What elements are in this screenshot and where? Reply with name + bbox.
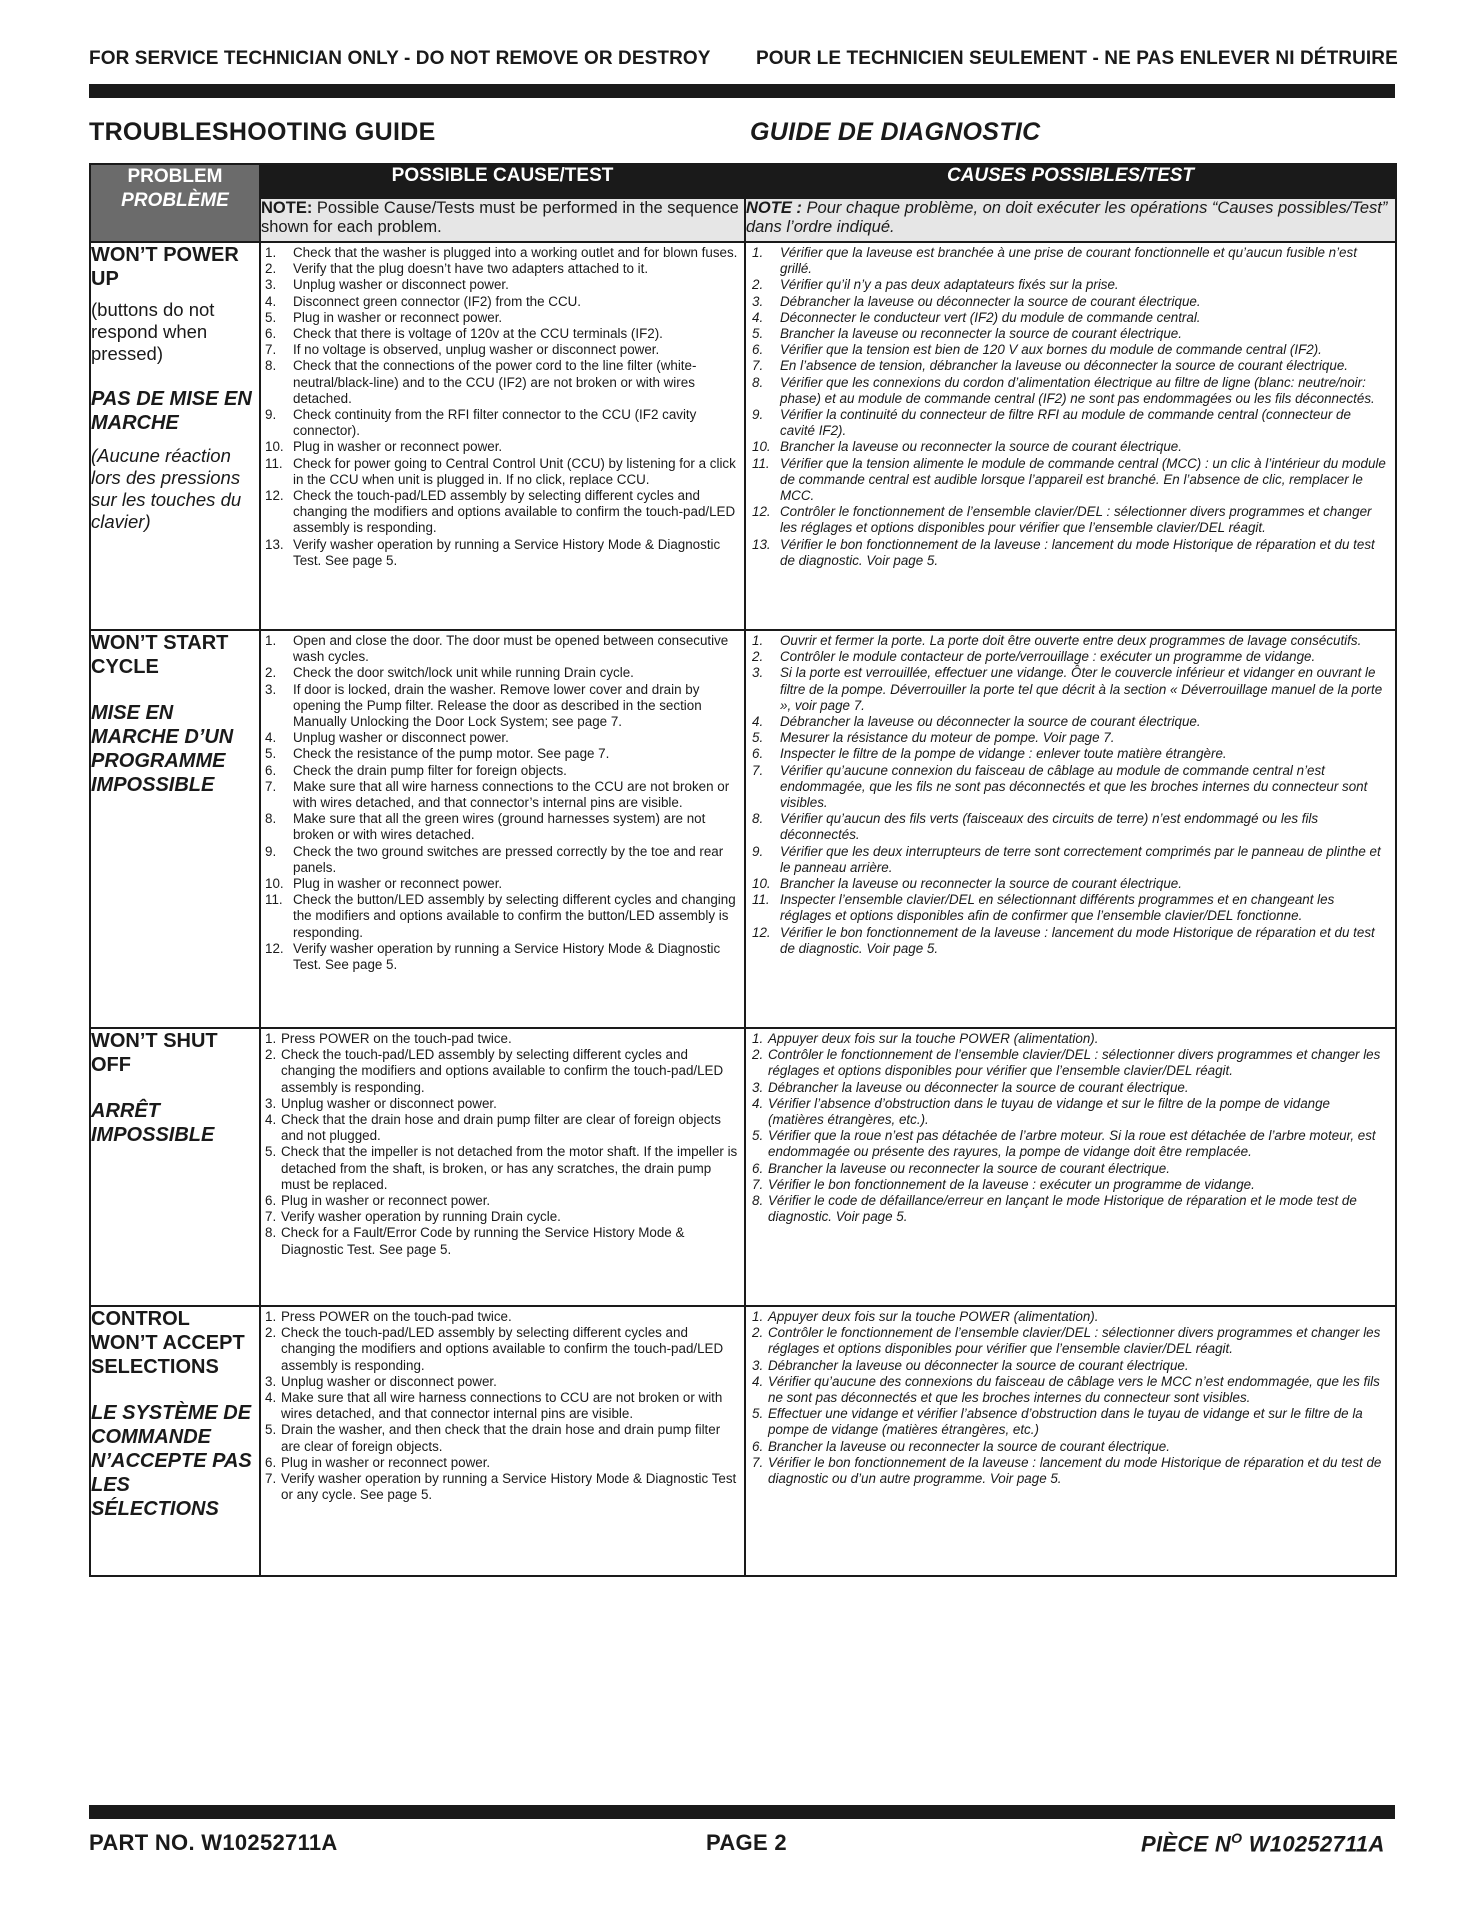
step-text: Plug in washer or reconnect power. [293, 876, 503, 892]
footer-rule [89, 1805, 1395, 1819]
list-item [265, 1225, 738, 1257]
footer-page: PAGE 2 [706, 1830, 787, 1855]
step-number: 7. [265, 1471, 277, 1487]
list-item [752, 1439, 1389, 1455]
list-item [265, 941, 738, 973]
list-item [752, 277, 1389, 293]
step-text: Si la porte est verrouillée, effectuer une vidange. Ôter le couvercle inférieur et vidanger en ouvrant le filtre de la pompe. Déverrouiller la porte tel que décrit à la section « Déverrouillage manuel de la porte », voir page 7. [780, 665, 1383, 713]
cause-steps-en [261, 243, 744, 573]
cause-steps-en-cell [260, 1028, 745, 1306]
note-en-label: NOTE: [261, 199, 313, 217]
step-text: Check the two ground switches are pressed correctly by the toe and rear panels. [293, 843, 724, 875]
step-number: 2. [752, 649, 764, 665]
problem-cell [90, 242, 260, 630]
list-item [752, 1128, 1389, 1160]
step-text: Check that the washer is plugged into a working outlet and for blown fuses. [293, 245, 738, 260]
cause-steps-en-cell [260, 242, 745, 630]
step-number: 9. [752, 843, 764, 859]
list-item [265, 439, 738, 455]
list-item [265, 488, 738, 537]
list-item [752, 1161, 1389, 1177]
list-item [752, 1309, 1389, 1325]
list-item [265, 1209, 738, 1225]
cause-steps-en [261, 1307, 744, 1507]
step-number: 4. [752, 714, 764, 730]
step-number: 5. [752, 326, 764, 342]
list-item [752, 326, 1389, 342]
step-text: Contrôler le fonctionnement de l’ensemble clavier/DEL : sélectionner divers programmes et changer les réglages et options disponibles pour vérifier que l’ensemble clavier/DEL réagit. [768, 1325, 1381, 1357]
step-text: Contrôler le fonctionnement de l’ensemble clavier/DEL : sélectionner divers programmes et changer les réglages et options disponibles pour vérifier que l’ensemble clavier/DEL réagit. [780, 504, 1372, 536]
step-number: 6. [265, 762, 277, 778]
cause-steps-en [261, 631, 744, 977]
list-item [752, 1177, 1389, 1193]
problem-name-en: WON’T POWER UP [91, 244, 239, 290]
step-number: 4. [265, 730, 277, 746]
list-item [752, 1047, 1389, 1079]
step-number: 7. [752, 1176, 764, 1192]
list-item [265, 763, 738, 779]
title-en: TROUBLESHOOTING GUIDE [89, 118, 436, 146]
service-header-fr: POUR LE TECHNICIEN SEULEMENT - NE PAS ENLEVER NI DÉTRUIRE [756, 48, 1398, 69]
step-text: Check the door switch/lock unit while running Drain cycle. [293, 665, 634, 681]
step-number: 7. [265, 778, 277, 794]
list-item [752, 633, 1389, 649]
list-item [752, 925, 1389, 957]
footer-piece-prefix: PIÈCE N [1141, 1831, 1232, 1857]
step-number: 1. [752, 633, 764, 648]
step-text: Vérifier le bon fonctionnement de la laveuse : lancement du mode Historique de réparation et du test de diagnostic. Voir page 5. [780, 924, 1375, 956]
list-item [265, 779, 738, 811]
step-text: Contrôler le module contacteur de porte/verrouillage : exécuter un programme de vidange. [780, 649, 1316, 665]
step-text: Check continuity from the RFI filter connector to the CCU (IF2 cavity connector). [293, 407, 697, 439]
problem-row [90, 630, 1396, 1028]
step-text: Check the resistance of the pump motor. See page 7. [293, 746, 610, 762]
list-item [265, 1309, 738, 1325]
problem-cell [90, 1028, 260, 1306]
step-text: Check for power going to Central Control Unit (CCU) by listening for a click in the CCU when unit is plugged in. If no click, replace CCU. [293, 455, 736, 487]
service-header-en: FOR SERVICE TECHNICIAN ONLY - DO NOT REMOVE OR DESTROY [89, 48, 711, 69]
step-number: 4. [265, 1112, 277, 1128]
list-item [265, 537, 738, 569]
step-text: Brancher la laveuse ou reconnecter la source de courant électrique. [780, 326, 1182, 342]
step-number: 8. [752, 811, 764, 827]
step-number: 9. [752, 407, 764, 423]
step-number: 5. [265, 309, 277, 325]
list-item [752, 504, 1389, 536]
step-text: Vérifier le bon fonctionnement de la laveuse : exécuter un programme de vidange. [768, 1176, 1255, 1192]
list-item [265, 261, 738, 277]
step-text: Appuyer deux fois sur la touche POWER (alimentation). [768, 1309, 1099, 1324]
problem-name-en: WON’T SHUT OFF [91, 1030, 218, 1076]
step-text: Drain the washer, and then check that the drain hose and drain pump filter are clear of foreign objects. [281, 1422, 721, 1454]
step-number: 5. [265, 746, 277, 762]
step-number: 6. [752, 342, 764, 358]
step-text: Vérifier la continuité du connecteur de filtre RFI au module de commande central (connecteur de cavité IF2). [780, 407, 1351, 439]
note-fr [745, 198, 1396, 242]
step-number: 2. [265, 665, 277, 681]
problem-header-fr: PROBLÈME [121, 190, 229, 211]
step-text: Check the touch-pad/LED assembly by selecting different cycles and changing the modifiers and options available to confirm the touch-pad/LED assembly is responding. [281, 1047, 724, 1095]
step-number: 9. [265, 843, 277, 859]
step-text: Déconnecter le conducteur vert (IF2) du module de commande central. [780, 309, 1201, 325]
step-number: 3. [752, 293, 764, 309]
step-number: 10. [265, 439, 284, 455]
step-number: 2. [752, 1325, 764, 1341]
step-number: 11. [752, 455, 770, 471]
step-number: 8. [265, 358, 277, 374]
list-item [752, 1325, 1389, 1357]
list-item [265, 1047, 738, 1096]
list-item [265, 844, 738, 876]
step-number: 1. [265, 1031, 277, 1046]
cause-steps-fr [746, 243, 1395, 573]
step-number: 11. [265, 892, 283, 908]
step-text: Débrancher la laveuse ou déconnecter la source de courant électrique. [780, 714, 1201, 730]
step-text: Inspecter le filtre de la pompe de vidange : enlever toute matière étrangère. [780, 746, 1227, 762]
cause-steps-fr-cell [745, 1306, 1396, 1576]
list-item [265, 1096, 738, 1112]
step-number: 11. [752, 892, 770, 908]
list-item [752, 407, 1389, 439]
step-number: 4. [265, 1390, 277, 1406]
list-item [265, 665, 738, 681]
list-item [265, 277, 738, 293]
step-number: 5. [752, 730, 764, 746]
list-item [265, 1471, 738, 1503]
step-text: Vérifier qu’il n’y a pas deux adaptateurs fixés sur la prise. [780, 277, 1119, 293]
list-item [265, 876, 738, 892]
step-text: Plug in washer or reconnect power. [293, 309, 503, 325]
step-number: 1. [265, 245, 277, 260]
cause-steps-en-cell [260, 1306, 745, 1576]
step-text: Brancher la laveuse ou reconnecter la source de courant électrique. [780, 876, 1182, 892]
step-number: 6. [752, 746, 764, 762]
problem-header-en: PROBLEM [127, 166, 223, 187]
step-number: 10. [752, 876, 771, 892]
title-fr: GUIDE DE DIAGNOSTIC [750, 118, 1041, 146]
list-item [752, 1031, 1389, 1047]
cause-header-fr: CAUSES POSSIBLES/TEST [745, 164, 1396, 198]
step-number: 2. [752, 1047, 764, 1063]
list-item [752, 763, 1389, 812]
step-text: Make sure that all the green wires (ground harnesses system) are not broken or with wires detached. [293, 811, 706, 843]
step-text: Vérifier le bon fonctionnement de la laveuse : lancement du mode Historique de réparation et du test de diagnostic. Voir page 5. [780, 536, 1375, 568]
list-item [265, 746, 738, 762]
step-text: Vérifier l’absence d’obstruction dans le tuyau de vidange et sur le filtre de la pompe de vidange (matières étrangères, etc.). [768, 1095, 1331, 1128]
step-number: 7. [265, 342, 277, 358]
step-text: Vérifier que la laveuse est branchée à une prise de courant fonctionnelle et qu’aucun fusible n’est grillé. [780, 245, 1357, 277]
step-number: 1. [752, 245, 764, 260]
list-item [265, 1031, 738, 1047]
list-item [265, 730, 738, 746]
troubleshooting-table [89, 163, 1397, 1577]
step-text: If no voltage is observed, unplug washer or disconnect power. [293, 342, 660, 358]
list-item [265, 811, 738, 843]
step-number: 12. [752, 924, 771, 940]
cause-steps-fr-cell [745, 1028, 1396, 1306]
step-text: Press POWER on the touch-pad twice. [281, 1031, 512, 1046]
cause-steps-fr [746, 1307, 1395, 1491]
step-number: 3. [752, 1357, 764, 1373]
step-number: 1. [265, 633, 277, 648]
step-number: 6. [752, 1160, 764, 1176]
step-number: 3. [265, 681, 277, 697]
list-item [752, 714, 1389, 730]
step-text: Check that there is voltage of 120v at the CCU terminals (IF2). [293, 326, 663, 342]
step-number: 13. [265, 536, 284, 552]
step-number: 8. [752, 1193, 764, 1209]
step-text: Débrancher la laveuse ou déconnecter la source de courant électrique. [780, 293, 1201, 309]
step-number: 2. [752, 277, 764, 293]
list-item [752, 439, 1389, 455]
step-number: 8. [752, 374, 764, 390]
step-text: Check that the impeller is not detached from the motor shaft. If the impeller is detached from the shaft, is broken, or has any scratches, the drain pump must be replaced. [281, 1144, 738, 1192]
cause-steps-fr [746, 631, 1395, 961]
step-text: Unplug washer or disconnect power. [281, 1095, 497, 1111]
list-item [752, 342, 1389, 358]
step-text: Vérifier le code de défaillance/erreur en lançant le mode Historique de réparation et le mode test de diagnostic. Voir page 5. [768, 1193, 1357, 1225]
problem-column-header [90, 164, 260, 242]
note-fr-label: NOTE : [746, 199, 802, 217]
list-item [265, 1455, 738, 1471]
step-number: 6. [752, 1438, 764, 1454]
step-text: Unplug washer or disconnect power. [293, 730, 509, 746]
list-item [265, 633, 738, 665]
list-item [265, 326, 738, 342]
step-text: Make sure that all wire harness connections to CCU are not broken or with wires detached, and that connector internal pins are visible. [281, 1390, 723, 1422]
step-number: 6. [265, 1454, 277, 1470]
list-item [752, 1358, 1389, 1374]
step-text: Inspecter l’ensemble clavier/DEL en sélectionnant différents programmes et en changeant les réglages et options disponibles afin de confirmer que l’ensemble clavier/DEL fonctionne. [780, 892, 1335, 924]
problem-row [90, 1028, 1396, 1306]
list-item [752, 1080, 1389, 1096]
list-item [752, 649, 1389, 665]
list-item [752, 310, 1389, 326]
list-item [752, 1193, 1389, 1225]
step-number: 3. [265, 277, 277, 293]
list-item [265, 682, 738, 731]
step-text: Vérifier que les connexions du cordon d’alimentation électrique au filtre de ligne (blanc: neutre/noir: phase) et au module de commande central (IF2) ne sont pas endommagées ou les fils déconnectés. [780, 374, 1375, 406]
step-number: 2. [265, 1325, 277, 1341]
step-number: 10. [265, 876, 284, 892]
footer-piece-no [1141, 1830, 1385, 1857]
list-item [265, 358, 738, 407]
list-item [265, 1422, 738, 1454]
list-item [752, 876, 1389, 892]
list-item [265, 310, 738, 326]
step-text: Verify washer operation by running a Service History Mode & Diagnostic Test or any cycle. See page 5. [281, 1471, 737, 1503]
list-item [265, 1390, 738, 1422]
step-text: Débrancher la laveuse ou déconnecter la source de courant électrique. [768, 1357, 1189, 1373]
step-text: Open and close the door. The door must be opened between consecutive wash cycles. [293, 633, 729, 665]
step-number: 2. [265, 1047, 277, 1063]
step-number: 8. [265, 811, 277, 827]
list-item [752, 665, 1389, 714]
list-item [265, 1112, 738, 1144]
step-number: 1. [265, 1309, 277, 1324]
problem-row [90, 242, 1396, 630]
cause-steps-en [261, 1029, 744, 1262]
list-item [265, 1325, 738, 1374]
step-number: 12. [265, 940, 284, 956]
step-number: 6. [265, 1193, 277, 1209]
note-en [260, 198, 745, 242]
step-text: Verify washer operation by running a Service History Mode & Diagnostic Test. See page 5. [293, 940, 721, 973]
step-number: 7. [752, 358, 764, 374]
cause-steps-fr [746, 1029, 1395, 1229]
step-text: Check that the drain hose and drain pump filter are clear of foreign objects and not plugged. [281, 1112, 721, 1144]
step-text: Brancher la laveuse ou reconnecter la source de courant électrique. [768, 1438, 1170, 1454]
list-item [265, 342, 738, 358]
list-item [752, 294, 1389, 310]
step-text: Unplug washer or disconnect power. [281, 1373, 497, 1389]
problem-name-fr: PAS DE MISE EN MARCHE [91, 388, 252, 434]
list-item [752, 811, 1389, 843]
step-number: 4. [752, 309, 764, 325]
list-item [752, 1096, 1389, 1128]
cause-header-en: POSSIBLE CAUSE/TEST [260, 164, 745, 198]
step-number: 11. [265, 455, 283, 471]
step-text: Plug in washer or reconnect power. [293, 439, 503, 455]
step-number: 7. [265, 1209, 277, 1225]
step-text: Check for a Fault/Error Code by running the Service History Mode & Diagnostic Test. See page 5. [281, 1225, 685, 1257]
step-number: 6. [265, 326, 277, 342]
cause-steps-fr-cell [745, 242, 1396, 630]
step-number: 9. [265, 407, 277, 423]
list-item [265, 245, 738, 261]
step-text: Verify washer operation by running a Service History Mode & Diagnostic Test. See page 5. [293, 536, 721, 568]
step-text: Vérifier que la tension est bien de 120 V aux bornes du module de commande central (IF2). [780, 342, 1322, 358]
header-rule [89, 84, 1395, 98]
list-item [752, 1374, 1389, 1406]
list-item [265, 294, 738, 310]
step-number: 3. [265, 1095, 277, 1111]
note-fr-text: Pour chaque problème, on doit exécuter les opérations “Causes possibles/Test” dans l’ordre indiqué. [746, 199, 1388, 236]
step-text: Vérifier le bon fonctionnement de la laveuse : lancement du mode Historique de réparation et du test de diagnostic ou d’un autre programme. Voir page 5. [768, 1454, 1382, 1487]
note-en-text: Possible Cause/Tests must be performed in the sequence shown for each problem. [261, 199, 739, 236]
list-item [265, 1374, 738, 1390]
step-number: 12. [752, 504, 771, 520]
step-text: If door is locked, drain the washer. Remove lower cover and drain by opening the Pump filter. Release the door as described in the section Manually Unlocking the Door Lock System; see page 7. [293, 681, 702, 730]
step-number: 3. [265, 1373, 277, 1389]
problem-cell [90, 1306, 260, 1576]
step-text: Make sure that all wire harness connections to the CCU are not broken or with wires detached, and that connector’s internal pins are visible. [293, 778, 730, 811]
step-number: 5. [265, 1422, 277, 1438]
step-text: Plug in washer or reconnect power. [281, 1454, 491, 1470]
step-number: 7. [752, 762, 764, 778]
list-item [752, 844, 1389, 876]
problem-name-fr: ARRÊT IMPOSSIBLE [91, 1100, 215, 1146]
step-number: 2. [265, 261, 277, 277]
list-item [752, 375, 1389, 407]
list-item [265, 1193, 738, 1209]
step-text: Vérifier que les deux interrupteurs de terre sont correctement comprimés par le panneau de plinthe et le panneau arrière. [780, 843, 1381, 875]
list-item [752, 730, 1389, 746]
step-text: Check that the connections of the power cord to the line filter (white-neutral/black-line) and to the CCU (IF2) are not broken or with wires detached. [293, 358, 697, 406]
cause-steps-fr-cell [745, 630, 1396, 1028]
step-number: 7. [752, 1454, 764, 1470]
step-text: Vérifier qu’aucun des fils verts (faisceaux des circuits de terre) n’est endommagé ou les fils déconnectés. [780, 811, 1319, 843]
step-text: Unplug washer or disconnect power. [293, 277, 509, 293]
list-item [265, 456, 738, 488]
step-text: Check the drain pump filter for foreign objects. [293, 762, 567, 778]
list-item [752, 892, 1389, 924]
step-number: 10. [752, 439, 771, 455]
list-item [752, 245, 1389, 277]
list-item [265, 1144, 738, 1193]
footer-piece-sup: O [1231, 1830, 1243, 1846]
step-text: Brancher la laveuse ou reconnecter la source de courant électrique. [780, 439, 1182, 455]
problem-name-fr: LE SYSTÈME DE COMMANDE N’ACCEPTE PAS LES SÉLECTIONS [91, 1402, 252, 1520]
step-text: Check the touch-pad/LED assembly by selecting different cycles and changing the modifiers and options available to confirm the touch-pad/LED assembly is responding. [293, 488, 736, 536]
problem-row [90, 1306, 1396, 1576]
step-number: 4. [752, 1373, 764, 1389]
step-text: Contrôler le fonctionnement de l’ensemble clavier/DEL : sélectionner divers programmes et changer les réglages et options disponibles pour vérifier que l’ensemble clavier/DEL réagit. [768, 1047, 1381, 1079]
step-text: Appuyer deux fois sur la touche POWER (alimentation). [768, 1031, 1099, 1046]
step-text: Check the button/LED assembly by selecting different cycles and changing the modifiers and options available to confirm the button/LED assembly is responding. [293, 892, 736, 940]
list-item [752, 1406, 1389, 1438]
step-text: Press POWER on the touch-pad twice. [281, 1309, 512, 1324]
step-text: Mesurer la résistance du moteur de pompe. Voir page 7. [780, 730, 1115, 746]
step-text: Brancher la laveuse ou reconnecter la source de courant électrique. [768, 1160, 1170, 1176]
step-number: 3. [752, 665, 764, 681]
step-text: Check the touch-pad/LED assembly by selecting different cycles and changing the modifiers and options available to confirm the touch-pad/LED assembly is responding. [281, 1325, 724, 1373]
list-item [752, 358, 1389, 374]
step-text: Débrancher la laveuse ou déconnecter la source de courant électrique. [768, 1079, 1189, 1095]
step-text: Plug in washer or reconnect power. [281, 1193, 491, 1209]
list-item [752, 537, 1389, 569]
step-text: Verify washer operation by running Drain cycle. [281, 1209, 561, 1225]
problem-detail-fr: (Aucune réaction lors des pressions sur les touches du clavier) [91, 445, 242, 532]
step-text: Verify that the plug doesn’t have two adapters attached to it. [293, 261, 649, 277]
problem-cell [90, 630, 260, 1028]
step-number: 8. [265, 1225, 277, 1241]
footer-piece-num: W10252711A [1242, 1831, 1385, 1857]
step-text: Vérifier qu’aucune des connexions du faisceau de câblage vers le MCC n’est endommagée, que les fils ne sont pas déconnectés et que les broches internes du connecteur sont visibles. [768, 1373, 1380, 1406]
cause-steps-en-cell [260, 630, 745, 1028]
step-number: 4. [265, 293, 277, 309]
step-number: 13. [752, 536, 771, 552]
step-text: Vérifier qu’aucune connexion du faisceau de câblage au module de commande central n’est endommagée, que les fils ne sont pas déconnectés et que les broches internes du connecteur sont visibles. [780, 762, 1368, 811]
problem-detail-en: (buttons do not respond when pressed) [91, 299, 215, 364]
step-text: Disconnect green connector (IF2) from the CCU. [293, 293, 582, 309]
list-item [265, 892, 738, 941]
step-number: 1. [752, 1031, 764, 1046]
step-number: 5. [752, 1128, 764, 1144]
list-item [752, 456, 1389, 505]
list-item [752, 746, 1389, 762]
step-number: 5. [752, 1406, 764, 1422]
step-text: En l’absence de tension, débrancher la laveuse ou déconnecter la source de courant électrique. [780, 358, 1348, 374]
problem-name-en: WON’T START CYCLE [91, 632, 229, 678]
step-text: Vérifier que la tension alimente le module de commande central (MCC) : un clic à l’intérieur du module de commande central est audible lorsque l’appareil est branché. En l’absence de clic, remplacer le MCC. [780, 455, 1386, 504]
step-number: 4. [752, 1095, 764, 1111]
list-item [752, 1455, 1389, 1487]
step-number: 5. [265, 1144, 277, 1160]
step-number: 3. [752, 1079, 764, 1095]
step-text: Ouvrir et fermer la porte. La porte doit être ouverte entre deux programmes de lavage consécutifs. [780, 633, 1362, 648]
step-text: Effectuer une vidange et vérifier l’absence d’obstruction dans le tuyau de vidange et sur le filtre de la pompe de vidange (matières étrangères, etc.) [768, 1406, 1363, 1438]
list-item [265, 407, 738, 439]
step-number: 1. [752, 1309, 764, 1324]
step-number: 12. [265, 488, 284, 504]
problem-name-fr: MISE EN MARCHE D’UN PROGRAMME IMPOSSIBLE [91, 702, 234, 796]
step-text: Vérifier que la roue n’est pas détachée de l’arbre moteur. Si la roue est détachée de l’arbre moteur, est endommagée ou présente des rayures, la pompe de vidange doit être remplacée. [768, 1128, 1376, 1160]
footer-part-no: PART NO. W10252711A [89, 1830, 338, 1855]
problem-name-en: CONTROL WON’T ACCEPT SELECTIONS [91, 1308, 245, 1378]
